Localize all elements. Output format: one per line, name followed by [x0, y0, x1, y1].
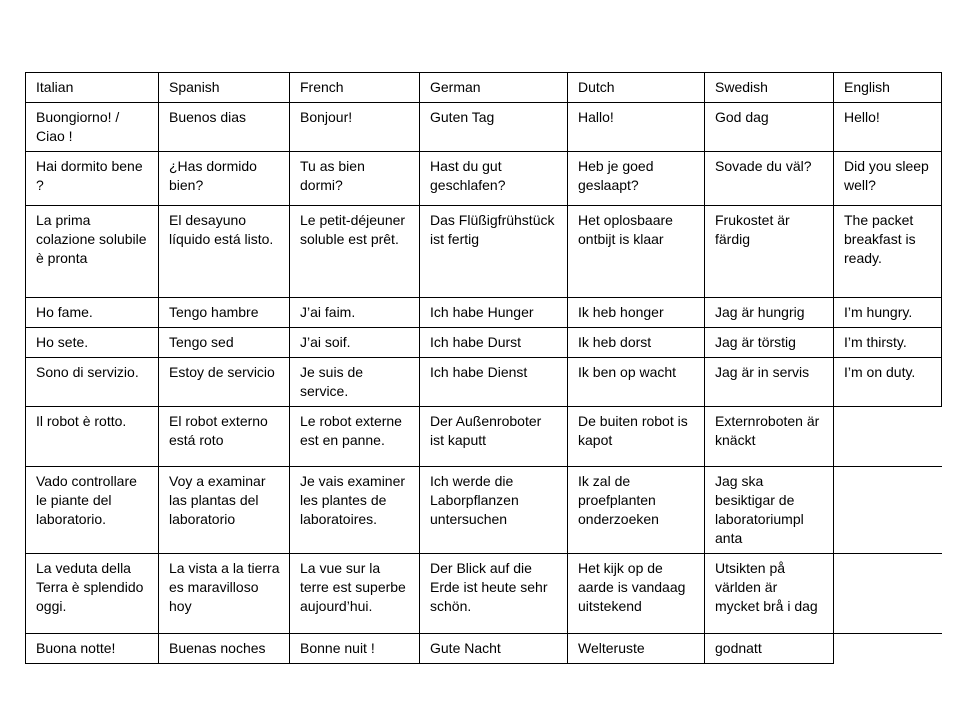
- cell-swedish: Jag är törstig: [705, 328, 834, 358]
- empty-cell: [834, 634, 942, 664]
- cell-german: Der Außenroboter ist kaputt: [420, 407, 568, 467]
- cell-dutch: Ik heb dorst: [568, 328, 705, 358]
- cell-german: Ich habe Dienst: [420, 358, 568, 407]
- cell-italian: Buongiorno! / Ciao !: [26, 103, 159, 152]
- cell-french: Bonjour!: [290, 103, 420, 152]
- cell-dutch: Ik ben op wacht: [568, 358, 705, 407]
- table-row: [26, 358, 942, 407]
- cell-spanish: Estoy de servicio: [159, 358, 290, 407]
- cell-german: Ich habe Hunger: [420, 298, 568, 328]
- empty-cell: [834, 467, 942, 554]
- cell-english: Hello!: [834, 103, 942, 152]
- cell-spanish: Tengo sed: [159, 328, 290, 358]
- cell-swedish: Utsikten på världen är mycket brå i dag: [705, 554, 834, 634]
- cell-dutch: Het kijk op de aarde is vandaag uitstekend: [568, 554, 705, 634]
- cell-italian: Ho fame.: [26, 298, 159, 328]
- phrase-table: [25, 72, 942, 664]
- table-row: [26, 298, 942, 328]
- empty-cell: [834, 554, 942, 634]
- cell-german: Hast du gut geschlafen?: [420, 152, 568, 206]
- header-cell-dutch: Dutch: [568, 73, 705, 103]
- cell-swedish: Sovade du väl?: [705, 152, 834, 206]
- cell-dutch: Ik zal de proefplanten onderzoeken: [568, 467, 705, 554]
- table-row: [26, 407, 942, 467]
- cell-french: Le petit-déjeuner soluble est prêt.: [290, 206, 420, 298]
- cell-spanish: Tengo hambre: [159, 298, 290, 328]
- cell-spanish: Buenos dias: [159, 103, 290, 152]
- cell-french: J’ai faim.: [290, 298, 420, 328]
- cell-italian: La prima colazione solubile è pronta: [26, 206, 159, 298]
- cell-italian: Sono di servizio.: [26, 358, 159, 407]
- empty-cell: [834, 407, 942, 467]
- cell-english: Did you sleep well?: [834, 152, 942, 206]
- cell-spanish: Buenas noches: [159, 634, 290, 664]
- cell-french: Le robot externe est en panne.: [290, 407, 420, 467]
- cell-german: Gute Nacht: [420, 634, 568, 664]
- cell-italian: Vado controllare le piante del laboratorio.: [26, 467, 159, 554]
- table-body: [26, 103, 942, 664]
- cell-french: Je suis de service.: [290, 358, 420, 407]
- cell-french: Je vais examiner les plantes de laboratoires.: [290, 467, 420, 554]
- table-row: [26, 152, 942, 206]
- table-row: [26, 467, 942, 554]
- cell-swedish: Externroboten är knäckt: [705, 407, 834, 467]
- header-cell-italian: Italian: [26, 73, 159, 103]
- cell-french: J’ai soif.: [290, 328, 420, 358]
- table-row: [26, 554, 942, 634]
- cell-swedish: Jag är in servis: [705, 358, 834, 407]
- table-row: [26, 328, 942, 358]
- cell-english: I’m on duty.: [834, 358, 942, 407]
- cell-italian: Il robot è rotto.: [26, 407, 159, 467]
- cell-german: Das Flüßigfrühstück ist fertig: [420, 206, 568, 298]
- header-cell-german: German: [420, 73, 568, 103]
- cell-german: Ich werde die Laborpflanzen untersuchen: [420, 467, 568, 554]
- cell-dutch: Het oplosbaare ontbijt is klaar: [568, 206, 705, 298]
- header-cell-swedish: Swedish: [705, 73, 834, 103]
- header-cell-french: French: [290, 73, 420, 103]
- cell-english: I’m hungry.: [834, 298, 942, 328]
- cell-italian: La veduta della Terra è splendido oggi.: [26, 554, 159, 634]
- table-row: [26, 103, 942, 152]
- cell-spanish: El desayuno líquido está listo.: [159, 206, 290, 298]
- cell-spanish: La vista a la tierra es maravilloso hoy: [159, 554, 290, 634]
- cell-german: Guten Tag: [420, 103, 568, 152]
- cell-dutch: Welteruste: [568, 634, 705, 664]
- cell-dutch: De buiten robot is kapot: [568, 407, 705, 467]
- header-cell-english: English: [834, 73, 942, 103]
- cell-dutch: Hallo!: [568, 103, 705, 152]
- cell-french: Bonne nuit !: [290, 634, 420, 664]
- cell-french: La vue sur la terre est superbe aujourd’hui.: [290, 554, 420, 634]
- cell-swedish: Jag ska besiktigar de laboratoriumpl anta: [705, 467, 834, 554]
- cell-german: Ich habe Durst: [420, 328, 568, 358]
- cell-swedish: Frukostet är färdig: [705, 206, 834, 298]
- cell-dutch: Heb je goed geslaapt?: [568, 152, 705, 206]
- table-row: [26, 206, 942, 298]
- cell-italian: Ho sete.: [26, 328, 159, 358]
- cell-german: Der Blick auf die Erde ist heute sehr schön.: [420, 554, 568, 634]
- cell-spanish: Voy a examinar las plantas del laboratorio: [159, 467, 290, 554]
- cell-italian: Buona notte!: [26, 634, 159, 664]
- header-row: [26, 73, 942, 103]
- cell-english: I’m thirsty.: [834, 328, 942, 358]
- cell-swedish: God dag: [705, 103, 834, 152]
- cell-dutch: Ik heb honger: [568, 298, 705, 328]
- cell-swedish: godnatt: [705, 634, 834, 664]
- cell-spanish: El robot externo está roto: [159, 407, 290, 467]
- cell-english: The packet breakfast is ready.: [834, 206, 942, 298]
- cell-spanish: ¿Has dormido bien?: [159, 152, 290, 206]
- header-cell-spanish: Spanish: [159, 73, 290, 103]
- cell-french: Tu as bien dormi?: [290, 152, 420, 206]
- table-row: [26, 634, 942, 664]
- cell-italian: Hai dormito bene ?: [26, 152, 159, 206]
- cell-swedish: Jag är hungrig: [705, 298, 834, 328]
